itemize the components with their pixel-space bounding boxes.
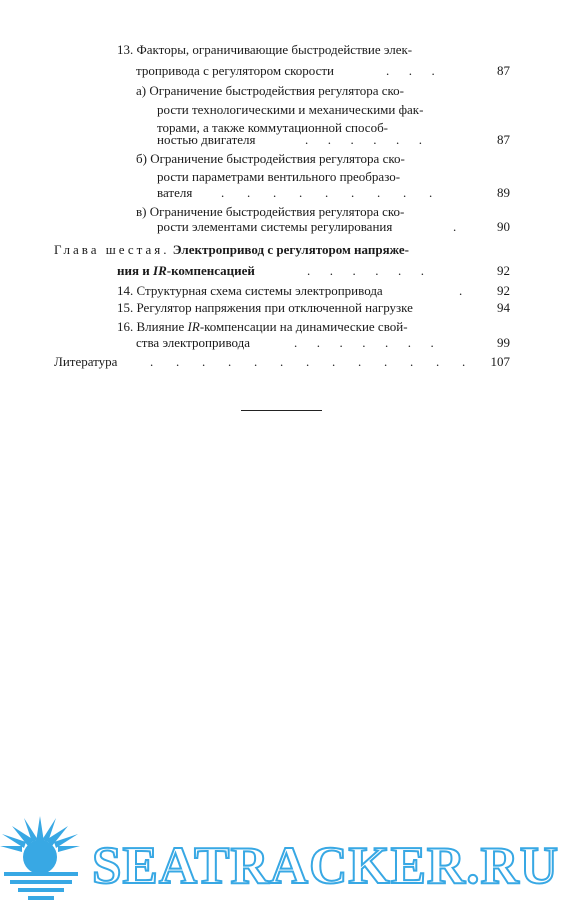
leader-dots: . . . . . .: [305, 132, 422, 147]
toc-line: [157, 131, 510, 149]
toc-page-number: 92: [497, 283, 510, 298]
toc-entry-text: б) Ограничение быстродействия регулятора ско-: [136, 151, 405, 166]
toc-entry-text-end: -компенсации на динамические свой-: [199, 319, 408, 334]
leader-dots: .: [453, 219, 457, 234]
toc-entry-text: 13. Факторы, ограничивающие быстродействие элек-: [117, 42, 413, 57]
toc-line: [117, 41, 510, 59]
toc-line: [157, 101, 477, 119]
toc-entry-text: торами, а также коммутационной способ-: [157, 120, 389, 135]
toc-entry-text: 14. Структурная схема системы электропривода: [117, 283, 383, 298]
leader-dots: . . . . . .: [307, 263, 424, 278]
toc-entry-italic: IR: [187, 319, 200, 334]
toc-page-number: 89: [497, 185, 510, 200]
table-of-contents: [0, 0, 574, 380]
leader-dots: . . . . . . . . . . . . .: [150, 354, 466, 369]
chapter-title: Электропривод с регулятором напряже-: [172, 242, 409, 257]
toc-page-number: 99: [497, 335, 510, 350]
leader-dots: . . . . . . . . .: [221, 185, 433, 200]
chapter-title-italic: IR: [153, 263, 167, 278]
toc-line: [136, 82, 476, 100]
toc-page-number: 90: [497, 219, 510, 234]
toc-page-number: 92: [497, 263, 510, 278]
toc-entry-text: Литература: [54, 354, 118, 369]
toc-line: [117, 262, 510, 280]
toc-line: [117, 299, 510, 317]
chapter-title-end: -компенсацией: [166, 263, 255, 278]
toc-page-number: 87: [497, 132, 510, 147]
leader-dots: . . .: [386, 63, 435, 78]
toc-entry-text: рости параметрами вентильного преобразо-: [157, 169, 401, 184]
toc-entry-text: ства электропривода: [136, 335, 250, 350]
toc-entry-text: в) Ограничение быстродействия регулятора ско-: [136, 204, 405, 219]
toc-line: [136, 150, 476, 168]
toc-entry-text: 16. Влияние: [117, 319, 188, 334]
toc-page-number: 87: [497, 63, 510, 78]
leader-dots: .: [459, 283, 463, 298]
toc-entry-text: 15. Регулятор напряжения при отключенной нагрузке: [117, 300, 413, 315]
toc-page-number: 94: [497, 300, 510, 315]
toc-entry-text: ностью двигателя: [157, 132, 256, 147]
toc-line: [157, 184, 510, 202]
chapter-title-cont: ния и: [117, 263, 154, 278]
toc-line: [136, 62, 510, 80]
toc-entry-text: вателя: [157, 185, 193, 200]
toc-line: [136, 334, 510, 352]
toc-line: [54, 353, 510, 371]
leader-dots: . . . . . . .: [294, 335, 434, 350]
toc-entry-text: тропривода с регулятором скорости: [136, 63, 334, 78]
toc-line: [157, 218, 510, 236]
watermark-text: SEATRACKER.RU: [92, 837, 559, 895]
toc-entry-text: а) Ограничение быстродействия регулятора ско-: [136, 83, 404, 98]
toc-page-number: 107: [490, 354, 510, 369]
chapter-heading: [54, 241, 474, 259]
toc-entry-text: рости технологическими и механическими фак-: [157, 102, 424, 117]
section-divider: [241, 410, 322, 411]
toc-entry-text: рости элементами системы регулирования: [157, 219, 393, 234]
toc-line: [117, 282, 510, 300]
chapter-label: Глава шестая.: [54, 242, 170, 257]
